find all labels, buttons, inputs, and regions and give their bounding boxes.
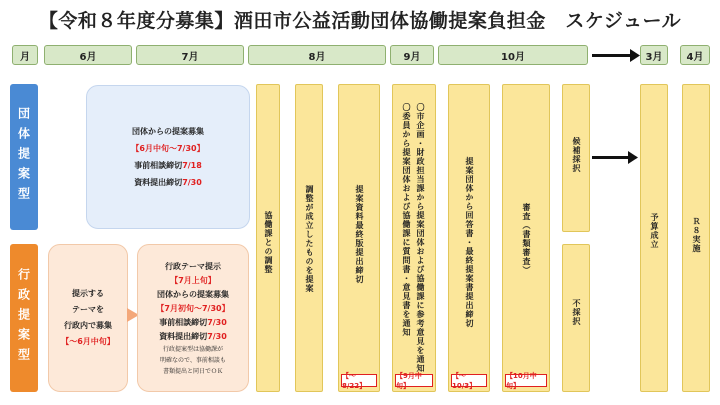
admin-call-period: 【7月初旬～7/30】 — [156, 303, 230, 313]
month-jun: 6月 — [44, 45, 132, 65]
month-sep: 9月 — [390, 45, 434, 65]
step-final-submission-date: 【～8/22】 — [341, 374, 377, 387]
step-budget-approved — [640, 84, 668, 392]
step-opinion-notice — [392, 84, 436, 392]
group-call-period: 【6月中旬～7/30】 — [131, 144, 205, 153]
admin-theme-present: 行政テーマ提示 — [165, 261, 221, 271]
admin-theme-line2: テーマを — [72, 305, 104, 314]
page-title: 【令和８年度分募集】酒田市公益活動団体協働提案負担金 スケジュール — [38, 10, 682, 32]
admin-theme-call-box — [48, 244, 128, 392]
step-propose — [295, 84, 323, 392]
admin-note-1: 行政提案型は協働課が — [162, 345, 223, 353]
month-jul: 7月 — [136, 45, 244, 65]
step-budget-approved-text: 予算成立 — [650, 213, 659, 249]
adopted-to-budget-line — [592, 156, 632, 159]
admin-submit-deadline: 資料提出締切7/30 — [159, 331, 227, 341]
step-final-submission — [338, 84, 380, 392]
step-candidate-adopted — [562, 84, 590, 232]
month-gap-arrowhead — [630, 49, 640, 62]
step-coordination-text: 協働課との調整 — [264, 211, 273, 274]
admin-note-3: 書類提出と同日でＯＫ — [162, 367, 223, 375]
step-answer-submission-date: 【～10/3】 — [451, 374, 487, 387]
step-implementation — [682, 84, 710, 392]
admin-theme-present-period: 【7月上旬】 — [170, 275, 216, 285]
step-answer-submission — [448, 84, 490, 392]
group-proposal-box — [86, 85, 250, 229]
step-candidate-adopted-text: 候補採択 — [572, 137, 581, 173]
side-label-group-proposal: 団体提案型 — [10, 84, 38, 230]
side-label-admin-proposal: 行政提案型 — [10, 244, 38, 392]
step-not-adopted — [562, 244, 590, 392]
step-coordination — [256, 84, 280, 392]
admin-call-label: 団体からの提案募集 — [157, 289, 229, 299]
admin-proposal-call-box — [137, 244, 249, 392]
group-submit-deadline: 資料提出締切7/30 — [134, 178, 202, 187]
admin-theme-line3: 行政内で募集 — [64, 321, 112, 330]
step-answer-submission-text: 提案団体から回答書・最終提案書提出締切 — [465, 157, 474, 328]
step-opinion-date: 【9月中旬】 — [395, 374, 433, 387]
step-opinion-line1: 〇市企画・財政担当課から提案団体および協働課に参考意見を通知 — [416, 103, 425, 373]
step-not-adopted-text: 不採択 — [572, 299, 581, 326]
admin-consult-deadline: 事前相談締切7/30 — [159, 317, 227, 327]
month-aug: 8月 — [248, 45, 386, 65]
month-header-label: 月 — [12, 45, 38, 65]
month-mar: 3月 — [640, 45, 668, 65]
step-opinion-line2: 〇委員から提案団体および協働課に質問書・意見書を通知 — [402, 103, 411, 337]
admin-note-2: 明確なので、事前相談も — [160, 356, 226, 364]
step-screening-date: 【10月中旬】 — [505, 374, 547, 387]
step-screening — [502, 84, 550, 392]
group-call-label: 団体からの提案募集 — [132, 127, 204, 136]
admin-theme-line1: 提示する — [72, 289, 104, 298]
adopted-to-budget-arrowhead — [628, 151, 638, 164]
step-propose-text: 調整が成立したものを提案 — [305, 185, 314, 293]
step-implementation-text: Ｒ８実施 — [692, 217, 701, 253]
group-consult-deadline: 事前相談締切7/18 — [134, 161, 202, 170]
month-gap-line — [592, 54, 634, 57]
month-oct: 10月 — [438, 45, 588, 65]
month-apr: 4月 — [680, 45, 710, 65]
admin-theme-period: 【～6月中旬】 — [61, 337, 115, 346]
step-final-submission-text: 提案資料最終版提出締切 — [355, 185, 364, 284]
step-screening-text: 審査（書類審査） — [522, 203, 531, 275]
